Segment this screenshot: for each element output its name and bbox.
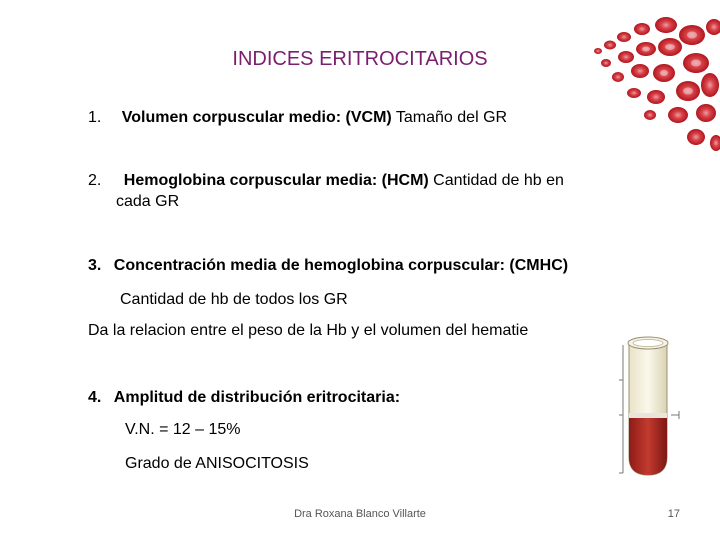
item-1-number: 1. (88, 109, 102, 126)
item-4-normal-value: V.N. = 12 – 15% (125, 421, 241, 438)
item-2-number: 2. (88, 172, 102, 189)
page-number: 17 (667, 508, 680, 520)
item-4 (88, 388, 400, 408)
item-3-note: Da la relacion entre el peso de la Hb y el volumen del hematie (88, 322, 529, 339)
slide-title: INDICES ERITROCITARIOS (232, 48, 488, 70)
item-4-term: Amplitud de distribución eritrocitaria: (113, 389, 401, 406)
item-4-anisocytosis: Grado de ANISOCITOSIS (125, 455, 309, 472)
red-blood-cells-image (580, 15, 720, 155)
item-3 (88, 256, 568, 276)
item-1-term: Volumen corpuscular medio: (VCM) (121, 109, 392, 126)
test-tube-image (605, 325, 690, 480)
item-2-continuation: cada GR (116, 193, 180, 210)
item-2-term: Hemoglobina corpuscular media: (HCM) (123, 172, 429, 189)
item-2 (88, 171, 564, 191)
item-1-description: Tamaño del GR (391, 109, 508, 126)
item-3-detail: Cantidad de hb de todos los GR (120, 291, 348, 308)
item-3-term: Concentración media de hemoglobina corpuscular: (CMHC) (113, 257, 569, 274)
item-1 (88, 108, 507, 128)
footer-author: Dra Roxana Blanco Villarte (294, 508, 426, 520)
item-4-number: 4. (88, 389, 102, 406)
item-3-number: 3. (88, 257, 102, 274)
item-2-description: Cantidad de hb en (428, 172, 564, 189)
